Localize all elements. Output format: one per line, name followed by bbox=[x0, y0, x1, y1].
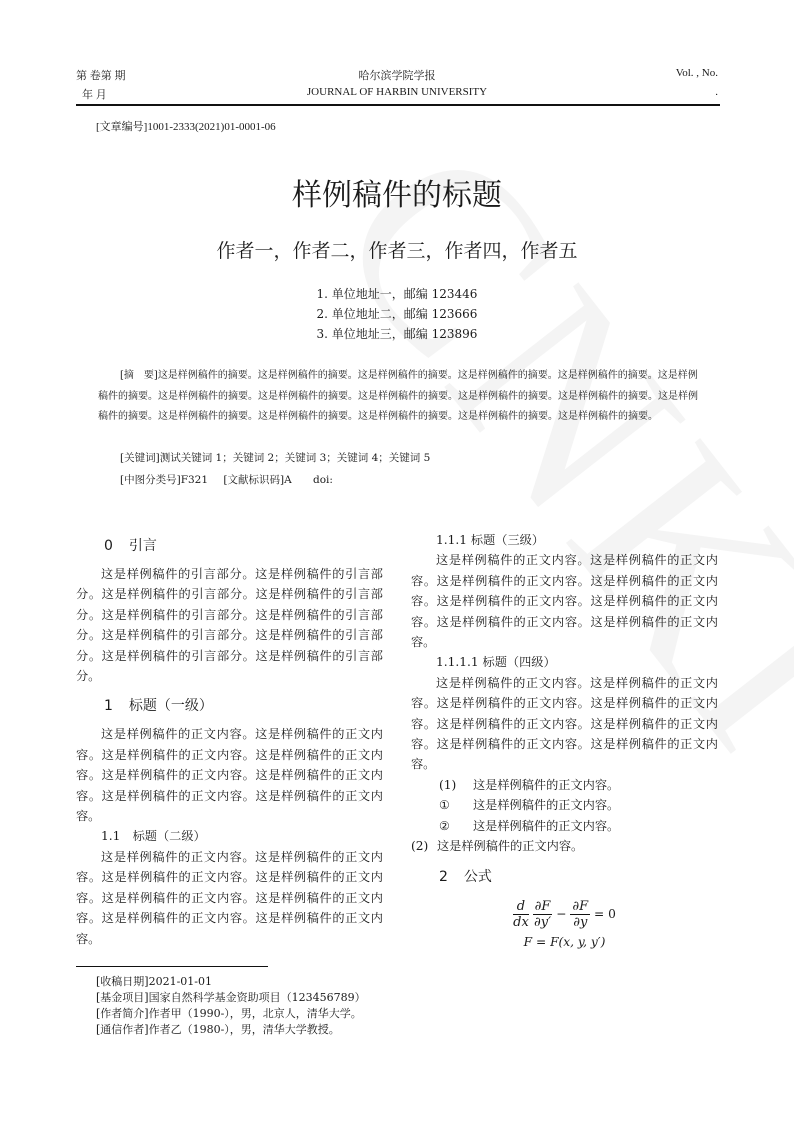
list-item bbox=[411, 795, 718, 815]
list-item-number: (1) bbox=[439, 777, 457, 792]
footnote-author-bio bbox=[96, 1006, 362, 1022]
list-item-text: 这是样例稿件的正文内容。 bbox=[437, 839, 584, 854]
list-item-text: 这是样例稿件的正文内容。 bbox=[473, 798, 620, 813]
section-1-1-1-body: 这是样例稿件的正文内容。这是样例稿件的正文内容。这是样例稿件的正文内容。这是样例稿件的正文内容。这是样例稿件的正文内容。这是样例稿件的正文内容。这是样例稿件的正文内容。这是样例稿件的正文内容。 bbox=[411, 553, 718, 650]
footnote-corresponding bbox=[96, 1022, 340, 1038]
header-year-month: 年 月 bbox=[82, 89, 107, 101]
doc-code-value: A bbox=[284, 474, 292, 486]
doi-label: doi: bbox=[313, 474, 333, 486]
footnote-label: [收稿日期] bbox=[96, 975, 149, 988]
clc-value: F321 bbox=[180, 474, 209, 486]
header-volume-issue: 第 卷第 期 bbox=[76, 70, 126, 82]
fraction-numerator: d bbox=[513, 899, 529, 915]
minus-sign: − bbox=[556, 906, 567, 921]
clc-label: [中图分类号] bbox=[120, 474, 181, 486]
section-1-body: 这是样例稿件的正文内容。这是样例稿件的正文内容。这是样例稿件的正文内容。这是样例稿件的正文内容。这是样例稿件的正文内容。这是样例稿件的正文内容。这是样例稿件的正文内容。这是样例稿件的正文内容。 bbox=[76, 727, 383, 824]
equation-1 bbox=[411, 899, 718, 930]
left-column bbox=[76, 536, 383, 949]
paper-title: 样例稿件的标题 bbox=[292, 178, 502, 213]
list-item bbox=[411, 816, 718, 836]
list-item-text: 这是样例稿件的正文内容。 bbox=[473, 818, 620, 833]
footnote-label: [基金项目] bbox=[96, 991, 149, 1004]
author-list: 作者一，作者二，作者三，作者四，作者五 bbox=[216, 240, 578, 262]
intro-paragraph: 这是样例稿件的引言部分。这是样例稿件的引言部分。这是样例稿件的引言部分。这是样例稿件的引言部分。这是样例稿件的引言部分。这是样例稿件的引言部分。这是样例稿件的引言部分。这是样例稿件的引言部分。这是样例稿件的引言部分。这是样例稿件的引言部分。 bbox=[76, 567, 383, 684]
fraction-dF-dy-prime bbox=[533, 899, 553, 930]
section-1-1-1-1-body: 这是样例稿件的正文内容。这是样例稿件的正文内容。这是样例稿件的正文内容。这是样例稿件的正文内容。这是样例稿件的正文内容。这是样例稿件的正文内容。这是样例稿件的正文内容。这是样例稿件的正文内容。 bbox=[411, 675, 718, 772]
fraction-denominator: ∂y′ bbox=[534, 914, 552, 930]
footnote-text: 2021-01-01 bbox=[148, 975, 213, 988]
list-item bbox=[411, 775, 718, 795]
footnote-rule bbox=[76, 966, 268, 967]
keywords-text: 测试关键词 1；关键词 2；关键词 3；关键词 4；关键词 5 bbox=[159, 452, 431, 464]
section-0-heading bbox=[76, 536, 383, 556]
section-0-title: 引言 bbox=[128, 538, 157, 554]
list-item-text: 这是样例稿件的正文内容。 bbox=[473, 777, 620, 792]
header-dot: . bbox=[715, 86, 718, 98]
affiliation-2: 2. 单位地址二，邮编 123666 bbox=[316, 307, 478, 321]
section-2-number: 2 bbox=[439, 868, 448, 885]
fraction-numerator: ∂F bbox=[534, 898, 551, 914]
keywords-label: [关键词] bbox=[120, 452, 160, 464]
list-item-number: (2) bbox=[411, 839, 429, 854]
footnote-text: 国家自然科学基金资助项目（123456789） bbox=[148, 991, 366, 1004]
fraction-denominator: ∂y bbox=[573, 914, 588, 930]
abstract-text: 这是样例稿件的摘要。这是样例稿件的摘要。这是样例稿件的摘要。这是样例稿件的摘要。这是样例稿件的摘要。这是样例稿件的摘要。这是样例稿件的摘要。这是样例稿件的摘要。这是样例稿件的摘要。这是样例稿件的摘要。这是样例稿件的摘要。这是样例稿件的摘要。这是样例稿件的摘要。这是样例稿件的摘要。这是样例稿件的摘要。这是样例稿件的摘要。这是样例稿件的摘要。 bbox=[98, 370, 698, 422]
doc-code-label: [文献标识码] bbox=[223, 474, 285, 486]
equation-rhs: = 0 bbox=[594, 906, 616, 921]
section-1-1-body: 这是样例稿件的正文内容。这是样例稿件的正文内容。这是样例稿件的正文内容。这是样例稿件的正文内容。这是样例稿件的正文内容。这是样例稿件的正文内容。这是样例稿件的正文内容。这是样例稿件的正文内容。 bbox=[76, 849, 383, 946]
affiliation-3: 3. 单位地址三，邮编 123896 bbox=[316, 327, 478, 341]
section-1-1-1-title: 1.1.1 标题（三级） bbox=[436, 533, 545, 547]
footnote-label: [作者简介] bbox=[96, 1007, 149, 1020]
fraction-dF-dy bbox=[570, 899, 590, 930]
header-vol-no: Vol. , No. bbox=[675, 67, 718, 79]
classification-line bbox=[120, 472, 333, 487]
section-2-heading bbox=[411, 867, 718, 887]
keywords bbox=[120, 450, 430, 465]
section-1-number: 1 bbox=[104, 698, 113, 715]
right-column bbox=[411, 530, 718, 952]
footnote-label: [通信作者] bbox=[96, 1023, 149, 1036]
footnote-text: 作者乙（1980-），男，清华大学教授。 bbox=[148, 1023, 340, 1036]
abstract-label: [摘 要] bbox=[120, 370, 158, 381]
list-item-number: ② bbox=[439, 818, 450, 833]
footnote-text: 作者甲（1990-），男，北京人，清华大学。 bbox=[148, 1007, 362, 1020]
affiliation-1: 1. 单位地址一，邮编 123446 bbox=[316, 287, 478, 301]
section-1-title: 标题（一级） bbox=[128, 698, 213, 715]
list-item bbox=[411, 836, 718, 856]
section-1-1-title: 1.1 标题（二级） bbox=[101, 829, 206, 844]
header-rule bbox=[76, 104, 720, 106]
list-item-number: ① bbox=[439, 798, 450, 813]
fraction-denominator: dx bbox=[513, 914, 529, 930]
section-1-heading bbox=[76, 696, 383, 716]
abstract bbox=[98, 366, 698, 428]
fraction-numerator: ∂F bbox=[572, 898, 589, 914]
section-2-title: 公式 bbox=[463, 868, 492, 885]
journal-name-cn: 哈尔滨学院学报 bbox=[358, 70, 436, 82]
fraction-d-dx bbox=[513, 899, 529, 930]
section-0-number: 0 bbox=[104, 538, 113, 554]
footnote-received bbox=[96, 974, 212, 990]
equation-2: F = F(x, y, y′) bbox=[523, 934, 606, 949]
section-1-1-1-1-title: 1.1.1.1 标题（四级） bbox=[436, 655, 556, 670]
journal-name-en: JOURNAL OF HARBIN UNIVERSITY bbox=[306, 86, 488, 98]
article-number: [文章编号]1001-2333(2021)01-0001-06 bbox=[96, 121, 276, 133]
footnote-fund bbox=[96, 990, 366, 1006]
